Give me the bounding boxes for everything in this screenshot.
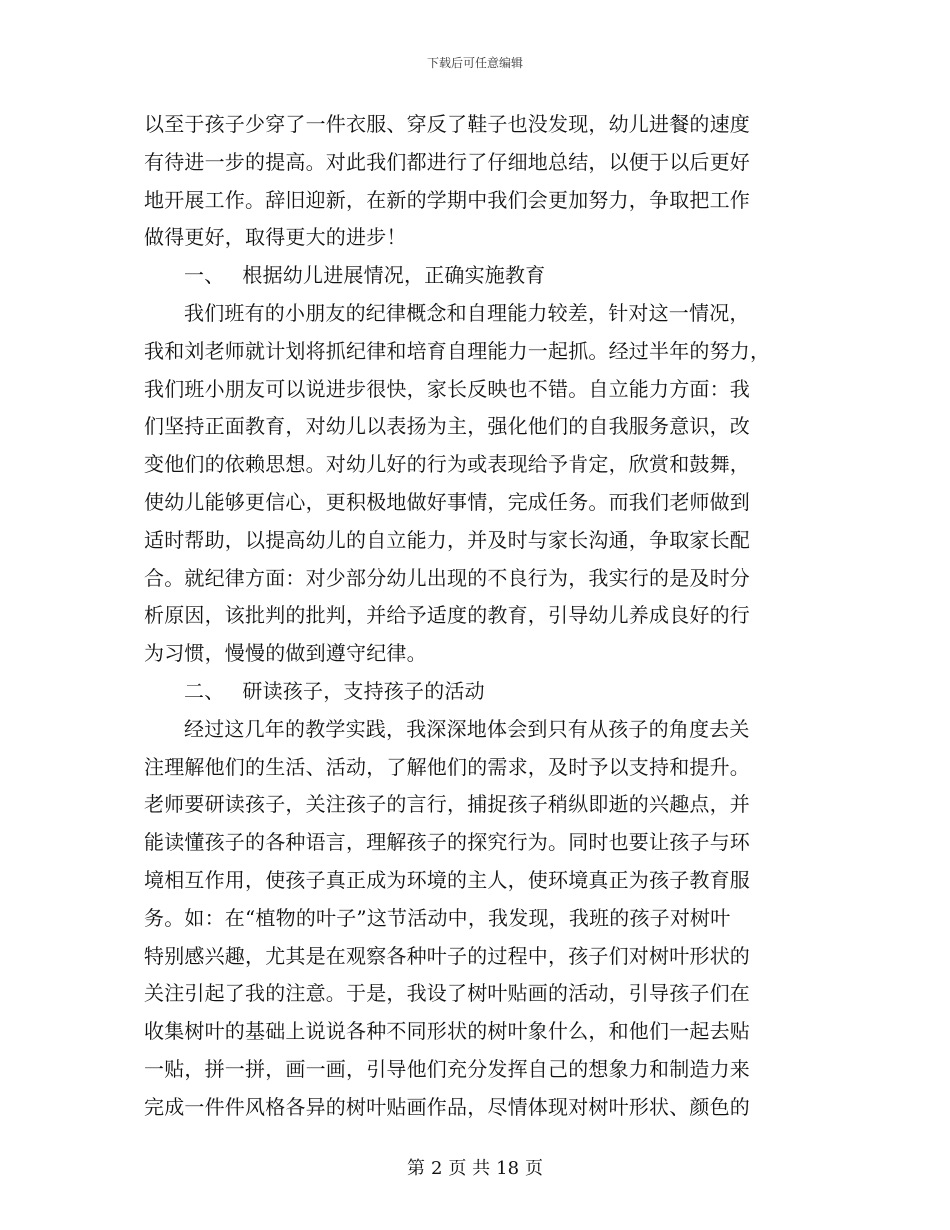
text-line: 完成一件件风格各异的树叶贴画作品，尽情体现对树叶形状、颜色的 [144, 1094, 750, 1119]
text-line: 我和刘老师就计划将抓纪律和培育自理能力一起抓。经过半年的努力， [144, 338, 771, 363]
footer-total-pages: 18 [496, 1158, 520, 1179]
section-number: 一、 [184, 263, 225, 288]
footer-middle: 页 共 [448, 1158, 491, 1179]
text-line: 地开展工作。辞旧迎新，在新的学期中我们会更加努力，争取把工作 [144, 187, 750, 212]
text-line: 变他们的依赖思想。对幼儿好的行为或表现给予肯定，欣赏和鼓舞， [144, 452, 750, 477]
page-header-note: 下载后可任意编辑 [426, 56, 523, 70]
section-heading-1 [144, 257, 804, 295]
section-heading-2 [144, 673, 804, 711]
text-line: 析原因，该批判的批判，并给予适度的教育，引导幼儿养成良好的行 [144, 603, 750, 628]
text-line: 适时帮助，以提高幼儿的自立能力，并及时与家长沟通，争取家长配 [144, 527, 750, 552]
text-line: 经过这几年的教学实践，我深深地体会到只有从孩子的角度去关 [184, 716, 750, 741]
text-line: 们坚持正面教育，对幼儿以表扬为主，强化他们的自我服务意识，改 [144, 414, 750, 439]
text-line: 收集树叶的基础上说说各种不同形状的树叶象什么，和他们一起去贴 [144, 1019, 750, 1044]
text-line: 我们班小朋友可以说进步很快，家长反映也不错。自立能力方面：我 [144, 376, 750, 401]
text-line: 境相互作用，使孩子真正成为环境的主人，使环境真正为孩子教育服 [144, 867, 750, 892]
section-title: 根据幼儿进展情况，正确实施教育 [242, 263, 546, 288]
text-line: 以至于孩子少穿了一件衣服、穿反了鞋子也没发现，幼儿进餐的速度 [144, 112, 750, 136]
text-line: 务。如：在“植物的叶子”这节活动中，我发现，我班的孩子对树叶 [144, 905, 731, 930]
text-line: 特别感兴趣，尤其是在观察各种叶子的过程中，孩子们对树叶形状的 [144, 943, 750, 968]
footer-prefix: 第 [406, 1158, 425, 1179]
text-line: 合。就纪律方面：对少部分幼儿出现的不良行为，我实行的是及时分 [144, 565, 750, 590]
text-line: 一贴，拼一拼，画一画，引导他们充分发挥自己的想象力和制造力来 [144, 1056, 750, 1081]
section-title: 研读孩子，支持孩子的活动 [242, 678, 485, 703]
text-line: 有待进一步的提高。对此我们都进行了仔细地总结，以便于以后更好 [144, 149, 750, 174]
text-line: 关注引起了我的注意。于是，我设了树叶贴画的活动，引导孩子们在 [144, 981, 750, 1006]
text-line: 我们班有的小朋友的纪律概念和自理能力较差，针对这一情况， [184, 300, 750, 325]
text-line: 做得更好，取得更大的进步！ [144, 225, 407, 250]
footer-page-number: 2 [430, 1158, 443, 1179]
text-line: 能读懂孩子的各种语言，理解孩子的探究行为。同时也要让孩子与环 [144, 830, 750, 855]
text-line: 使幼儿能够更信心，更积极地做好事情，完成任务。而我们老师做到 [144, 489, 750, 514]
text-line: 为习惯，慢慢的做到遵守纪律。 [144, 641, 427, 666]
section-number: 二、 [184, 678, 225, 703]
document-body [144, 106, 804, 1127]
text-line: 老师要研读孩子，关注孩子的言行，捕捉孩子稍纵即逝的兴趣点，并 [144, 792, 750, 817]
text-line: 注理解他们的生活、活动，了解他们的需求，及时予以支持和提升。 [144, 754, 750, 779]
footer-suffix: 页 [525, 1158, 544, 1179]
page-footer [0, 1154, 950, 1180]
